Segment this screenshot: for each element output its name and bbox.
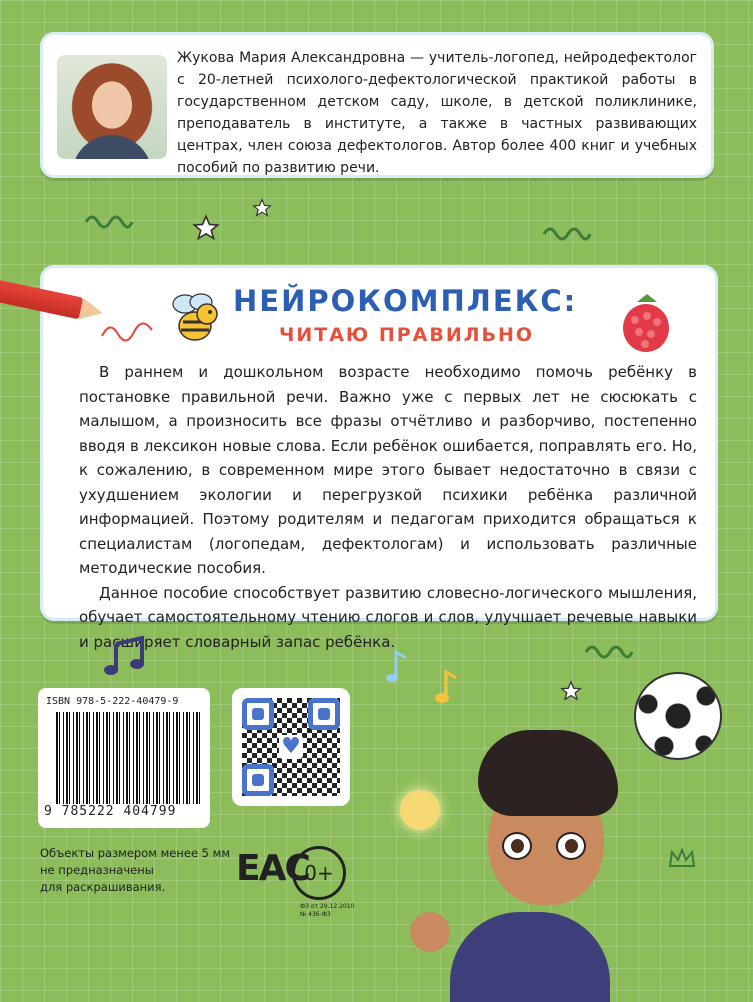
music-note-icon	[102, 636, 150, 676]
qr-finder-icon	[242, 764, 274, 796]
author-card	[40, 32, 714, 178]
book-title: НЕЙРОКОМПЛЕКС:	[233, 284, 578, 318]
description-paragraph: Данное пособие способствует развитию словесно-логического мышления, обучает самостоятельному чтению слогов и слов, улучшает речевые навыки и расширяет словарный запас ребёнка.	[79, 583, 697, 651]
star-icon	[192, 214, 220, 242]
boy-illustration-hand	[410, 912, 450, 952]
squiggle-icon	[84, 210, 134, 230]
barcode-bars	[56, 712, 202, 804]
book-description	[79, 360, 697, 654]
crown-icon	[668, 848, 696, 868]
author-bio: Жукова Мария Александровна — учитель-логопед, нейродефектолог с 20-летней психолого-дефектологической практикой работы в государственном детском саду, школе, в детской поликлинике, преподаватель в институте, а также в частных развивающих центрах, член союза дефектологов. Автор более 400 книг и учебных пособий по развитию речи.	[177, 50, 697, 176]
description-paragraph: В раннем и дошкольном возрасте необходимо помочь ребёнку в постановке правильной речи. Важно уже с первых лет не сюсюкать с малышом, а произносить все фразы отчётливо и разборчиво, постепенно вводя в лексикон новые слова. Если ребёнок ошибается, поправлять его. Но, к сожалению, в современном мире этого бывает недостаточно в связи с ухудшением экологии и перегрузкой психики ребёнка различной информацией. Поэтому родителям и педагогам приходится обращаться к специалистам (логопедам, дефектологам) и использовать различные методические пособия.	[79, 363, 697, 577]
warning-line: для раскрашивания.	[40, 880, 166, 894]
boy-eye	[502, 832, 532, 860]
law-line: ФЗ от 29.12.2010	[300, 903, 355, 910]
qr-finder-icon	[242, 698, 274, 730]
boy-illustration-body	[450, 912, 610, 1002]
eac-mark: ЕАС	[236, 848, 309, 889]
law-reference	[300, 903, 354, 919]
small-parts-warning	[40, 845, 230, 896]
music-note-icon	[386, 648, 410, 684]
pencil-scribble-icon	[100, 316, 160, 346]
lightbulb-icon	[400, 790, 440, 830]
author-photo	[57, 55, 167, 159]
squiggle-icon	[542, 222, 592, 242]
music-note-icon	[434, 668, 460, 704]
warning-line: Объекты размером менее 5 мм	[40, 846, 231, 860]
heart-icon: ♥	[279, 735, 303, 759]
age-rating-badge: 0+	[292, 846, 346, 900]
bee-icon	[165, 290, 225, 348]
raspberry-icon	[617, 292, 675, 354]
qr-finder-icon	[308, 698, 340, 730]
boy-illustration-hair	[478, 730, 618, 816]
isbn-label: ISBN 978-5-222-40479-9	[46, 696, 179, 707]
soccer-ball-icon	[634, 672, 722, 760]
warning-line: не предназначены	[40, 863, 154, 877]
book-subtitle: ЧИТАЮ ПРАВИЛЬНО	[279, 324, 535, 346]
star-icon	[560, 680, 582, 702]
boy-eye	[556, 832, 586, 860]
barcode-number: 9 785222 404799	[44, 804, 177, 819]
barcode	[38, 688, 210, 828]
qr-code-box	[232, 688, 350, 806]
star-icon	[252, 198, 272, 218]
law-line: № 436-ФЗ	[300, 911, 331, 918]
